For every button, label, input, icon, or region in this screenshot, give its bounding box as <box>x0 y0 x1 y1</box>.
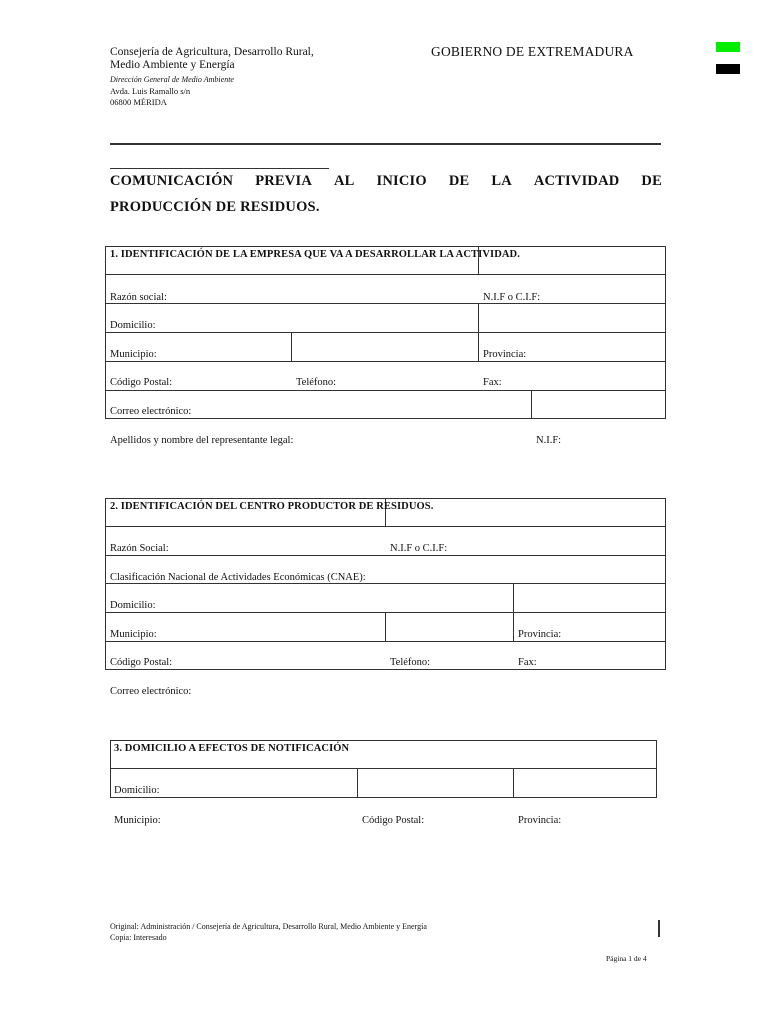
s3-col-line <box>513 768 514 798</box>
s1-col-line <box>291 332 292 361</box>
dept-line2: Medio Ambiente y Energía <box>110 59 235 71</box>
s1-codigo-postal-field[interactable]: Código Postal: <box>110 377 173 388</box>
footer-notes <box>110 921 427 943</box>
s1-row-line <box>105 303 666 304</box>
s2-row-line <box>105 641 666 642</box>
s2-col-line <box>385 612 386 641</box>
dept-line1: Consejería de Agricultura, Desarrollo Rural, <box>110 46 314 58</box>
s2-domicilio-field[interactable]: Domicilio: <box>110 600 156 611</box>
s2-fax-field[interactable]: Fax: <box>518 657 537 668</box>
section1-heading: 1. IDENTIFICACIÓN DE LA EMPRESA QUE VA A DESARROLLAR LA ACTIVIDAD. <box>110 249 520 260</box>
footer-original: Original: Administración / Consejería de Agricultura, Desarrollo Rural, Medio Ambiente y Energía <box>110 922 427 931</box>
s3-row-line <box>110 768 657 769</box>
s1-representante-nif-field[interactable]: N.I.F: <box>536 435 562 446</box>
page-number: Página 1 de 4 <box>606 954 647 963</box>
s2-telefono-field[interactable]: Teléfono: <box>390 657 431 668</box>
document-title-line2: PRODUCCIÓN DE RESIDUOS. <box>110 199 320 215</box>
s3-municipio-field[interactable]: Municipio: <box>114 815 161 826</box>
title-word: ACTIVIDAD <box>533 173 620 189</box>
s2-row-line <box>105 583 666 584</box>
s1-row-line <box>105 390 666 391</box>
s1-row-line <box>105 274 666 275</box>
s2-correo-field[interactable]: Correo electrónico: <box>110 686 192 697</box>
s2-codigo-postal-field[interactable]: Código Postal: <box>110 657 173 668</box>
flag-black-icon <box>716 64 740 74</box>
s1-col-line <box>531 390 532 419</box>
s1-row-line <box>105 332 666 333</box>
s1-col-line <box>478 303 479 332</box>
s2-row-line <box>105 555 666 556</box>
direction-name: Dirección General de Medio Ambiente <box>110 75 234 84</box>
s3-col-line <box>357 768 358 798</box>
title-word: DE <box>448 173 470 189</box>
section2-heading: 2. IDENTIFICACIÓN DEL CENTRO PRODUCTOR DE RESIDUOS. <box>110 501 434 512</box>
s2-col-line <box>513 583 514 612</box>
s1-correo-field[interactable]: Correo electrónico: <box>110 406 192 417</box>
s3-provincia-field[interactable]: Provincia: <box>518 815 562 826</box>
title-word: DE <box>641 173 662 189</box>
s1-representante-field[interactable]: Apellidos y nombre del representante legal: <box>110 435 294 446</box>
title-word: COMUNICACIÓN <box>110 173 234 189</box>
section3-heading: 3. DOMICILIO A EFECTOS DE NOTIFICACIÓN <box>114 743 350 754</box>
title-word: AL <box>333 173 355 189</box>
s1-fax-field[interactable]: Fax: <box>483 377 502 388</box>
s2-cnae-field[interactable]: Clasificación Nacional de Actividades Económicas (CNAE): <box>110 572 366 583</box>
footer-mark <box>658 920 660 937</box>
title-word: INICIO <box>376 173 427 189</box>
title-word: LA <box>491 173 512 189</box>
s1-domicilio-field[interactable]: Domicilio: <box>110 320 156 331</box>
s1-municipio-field[interactable]: Municipio: <box>110 349 157 360</box>
s2-col-line <box>513 612 514 641</box>
s1-razon-social-field[interactable]: Razón social: <box>110 292 167 303</box>
s2-provincia-field[interactable]: Provincia: <box>518 629 562 640</box>
s1-row-line <box>105 361 666 362</box>
title-word: PREVIA <box>255 173 312 189</box>
footer-copia: Copia: Interesado <box>110 933 167 942</box>
s1-provincia-field[interactable]: Provincia: <box>483 349 527 360</box>
s1-nif-cif-field[interactable]: N.I.F o C.I.F: <box>483 292 541 303</box>
s2-razon-social-field[interactable]: Razón Social: <box>110 543 169 554</box>
document-title-line1 <box>110 173 662 190</box>
title-rule <box>110 168 329 169</box>
department-name <box>110 46 314 72</box>
city: 06800 MÉRIDA <box>110 97 167 107</box>
government-name: GOBIERNO DE EXTREMADURA <box>431 44 634 59</box>
address: Avda. Luis Ramallo s/n <box>110 86 191 96</box>
s1-col-line <box>478 332 479 361</box>
header-divider <box>110 143 661 145</box>
s3-codigo-postal-field[interactable]: Código Postal: <box>362 815 425 826</box>
s2-nif-cif-field[interactable]: N.I.F o C.I.F: <box>390 543 448 554</box>
s2-municipio-field[interactable]: Municipio: <box>110 629 157 640</box>
s3-domicilio-field[interactable]: Domicilio: <box>114 785 160 796</box>
flag-green-icon <box>716 42 740 52</box>
s1-telefono-field[interactable]: Teléfono: <box>296 377 337 388</box>
